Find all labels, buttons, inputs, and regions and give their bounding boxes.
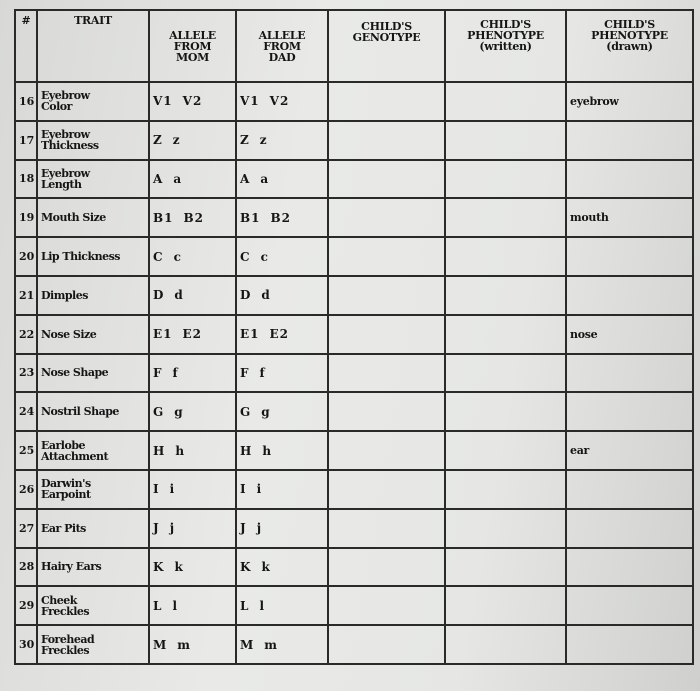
child-phenotype-written-cell[interactable] <box>445 354 566 393</box>
allele-mom-1: G <box>153 404 165 419</box>
allele-from-mom <box>149 431 236 470</box>
trait-name-line: Length <box>41 177 82 191</box>
allele-dad-1: J <box>240 521 247 536</box>
child-genotype-cell[interactable] <box>328 198 445 237</box>
trait-number <box>15 548 37 587</box>
trait-number <box>15 470 37 509</box>
allele-from-dad <box>236 392 328 431</box>
trait-name-line: Darwin's <box>41 477 91 491</box>
allele-mom-1: F <box>153 365 163 380</box>
trait-name <box>37 276 149 315</box>
trait-name <box>37 586 149 625</box>
allele-dad-2: g <box>261 404 271 419</box>
table-row <box>15 470 693 509</box>
table-row <box>15 276 693 315</box>
child-phenotype-drawn-cell[interactable] <box>566 548 693 587</box>
header-child-genotype: CHILD'S GENOTYPE <box>328 10 445 82</box>
child-phenotype-written-cell[interactable] <box>445 121 566 160</box>
allele-dad-2: E2 <box>269 327 289 342</box>
allele-dad-2: f <box>259 365 266 380</box>
allele-dad-1: C <box>240 249 251 264</box>
trait-number-text: 21 <box>19 288 35 302</box>
allele-mom-1: K <box>153 559 165 574</box>
trait-name <box>37 392 149 431</box>
child-genotype-cell[interactable] <box>328 392 445 431</box>
allele-from-dad <box>236 354 328 393</box>
trait-number <box>15 315 37 354</box>
allele-from-mom <box>149 198 236 237</box>
allele-mom-1: I <box>153 482 160 497</box>
table-row <box>15 586 693 625</box>
child-phenotype-written-cell[interactable] <box>445 470 566 509</box>
allele-from-mom <box>149 237 236 276</box>
allele-mom-2: f <box>172 365 179 380</box>
table-row <box>15 82 693 121</box>
allele-mom-2: i <box>169 482 176 497</box>
allele-mom-2: k <box>174 559 184 574</box>
table-row <box>15 121 693 160</box>
table-row <box>15 315 693 354</box>
child-phenotype-written-cell[interactable] <box>445 160 566 199</box>
child-phenotype-drawn-cell[interactable] <box>566 354 693 393</box>
trait-name-line: Cheek <box>41 593 77 607</box>
trait-number-text: 18 <box>19 172 35 186</box>
allele-dad-1: B1 <box>240 210 261 225</box>
child-phenotype-written-cell[interactable] <box>445 392 566 431</box>
allele-from-dad <box>236 509 328 548</box>
child-genotype-cell[interactable] <box>328 121 445 160</box>
child-phenotype-drawn-cell[interactable] <box>566 198 693 237</box>
table-row <box>15 509 693 548</box>
trait-name <box>37 160 149 199</box>
allele-from-mom <box>149 509 236 548</box>
allele-from-dad <box>236 586 328 625</box>
trait-number <box>15 198 37 237</box>
allele-from-dad <box>236 315 328 354</box>
allele-from-mom <box>149 470 236 509</box>
trait-name-line: Nose Shape <box>41 366 109 380</box>
trait-name-line: Earlobe <box>41 438 86 452</box>
trait-name-line: Eyebrow <box>41 166 90 180</box>
trait-name <box>37 548 149 587</box>
allele-from-dad <box>236 431 328 470</box>
allele-from-mom <box>149 548 236 587</box>
child-phenotype-drawn-cell[interactable] <box>566 470 693 509</box>
allele-mom-1: H <box>153 443 166 458</box>
allele-dad-2: V2 <box>269 94 290 109</box>
allele-mom-1: Z <box>153 133 163 148</box>
allele-dad-1: Z <box>240 133 250 148</box>
child-phenotype-written-cell[interactable] <box>445 276 566 315</box>
allele-dad-2: i <box>256 482 263 497</box>
allele-mom-2: c <box>173 249 182 264</box>
child-genotype-cell[interactable] <box>328 470 445 509</box>
child-phenotype-drawn-cell[interactable] <box>566 276 693 315</box>
trait-number <box>15 354 37 393</box>
trait-number-text: 26 <box>19 482 35 496</box>
trait-name-line: Attachment <box>41 449 109 463</box>
child-phenotype-written-cell[interactable] <box>445 548 566 587</box>
allele-from-dad <box>236 276 328 315</box>
trait-name-line: Nostril Shape <box>41 405 119 419</box>
trait-number-text: 20 <box>19 250 35 264</box>
child-genotype-cell[interactable] <box>328 82 445 121</box>
allele-dad-2: c <box>260 249 269 264</box>
allele-from-mom <box>149 315 236 354</box>
allele-from-mom <box>149 586 236 625</box>
trait-number-text: 19 <box>19 211 35 225</box>
table-row <box>15 160 693 199</box>
allele-mom-2: z <box>172 133 181 148</box>
trait-name <box>37 121 149 160</box>
allele-dad-2: a <box>260 171 270 186</box>
allele-from-dad <box>236 237 328 276</box>
trait-name <box>37 354 149 393</box>
header-child-phenotype-drawn: CHILD'S PHENOTYPE (drawn) <box>566 10 693 82</box>
trait-name <box>37 315 149 354</box>
allele-from-dad <box>236 82 328 121</box>
trait-name-line: Lip Thickness <box>41 250 120 264</box>
header-allele-dad: ALLELE FROM DAD <box>236 10 328 82</box>
trait-number-text: 23 <box>19 366 35 380</box>
allele-dad-2: m <box>264 637 278 652</box>
child-phenotype-drawn-cell[interactable] <box>566 509 693 548</box>
allele-from-dad <box>236 470 328 509</box>
child-phenotype-written-cell[interactable] <box>445 198 566 237</box>
trait-name-line: Freckles <box>41 604 90 618</box>
child-phenotype-drawn-cell[interactable] <box>566 121 693 160</box>
allele-mom-2: j <box>169 521 176 536</box>
trait-number <box>15 82 37 121</box>
trait-name-line: Earpoint <box>41 488 91 502</box>
trait-name <box>37 82 149 121</box>
allele-dad-1: G <box>240 404 252 419</box>
child-genotype-cell[interactable] <box>328 509 445 548</box>
trait-number <box>15 276 37 315</box>
header-row <box>15 10 693 82</box>
allele-dad-1: E1 <box>240 327 260 342</box>
child-phenotype-drawn-cell[interactable] <box>566 82 693 121</box>
table-row <box>15 548 693 587</box>
trait-name-line: Nose Size <box>41 327 97 341</box>
child-genotype-cell[interactable] <box>328 237 445 276</box>
trait-number <box>15 121 37 160</box>
allele-dad-1: H <box>240 443 253 458</box>
allele-mom-2: E2 <box>182 327 202 342</box>
trait-number <box>15 509 37 548</box>
trait-number-text: 28 <box>19 560 35 574</box>
header-num: # <box>15 10 37 82</box>
trait-name-line: Mouth Size <box>41 211 106 225</box>
header-child-phenotype-written: CHILD'S PHENOTYPE (written) <box>445 10 566 82</box>
allele-mom-1: E1 <box>153 327 173 342</box>
allele-mom-1: D <box>153 288 165 303</box>
allele-from-mom <box>149 121 236 160</box>
trait-number-text: 24 <box>19 405 35 419</box>
allele-dad-1: K <box>240 559 252 574</box>
trait-name <box>37 509 149 548</box>
child-genotype-cell[interactable] <box>328 431 445 470</box>
trait-name-line: Color <box>41 100 72 114</box>
child-phenotype-drawn-cell[interactable] <box>566 315 693 354</box>
trait-name <box>37 198 149 237</box>
child-phenotype-written-cell[interactable] <box>445 237 566 276</box>
trait-name-line: Eyebrow <box>41 128 90 142</box>
allele-mom-1: A <box>153 171 164 186</box>
child-phenotype-written-cell[interactable] <box>445 315 566 354</box>
allele-dad-2: d <box>261 288 271 303</box>
trait-name-line: Ear Pits <box>41 521 86 535</box>
trait-name-line: Hairy Ears <box>41 560 102 574</box>
allele-dad-2: h <box>262 443 273 458</box>
header-allele-mom: ALLELE FROM MOM <box>149 10 236 82</box>
child-genotype-cell[interactable] <box>328 276 445 315</box>
allele-mom-2: d <box>174 288 184 303</box>
child-genotype-cell[interactable] <box>328 586 445 625</box>
allele-mom-2: h <box>175 443 186 458</box>
trait-number <box>15 237 37 276</box>
allele-dad-1: V1 <box>240 94 260 109</box>
allele-mom-2: l <box>172 598 178 613</box>
allele-dad-2: B2 <box>270 210 291 225</box>
child-genotype-cell[interactable] <box>328 354 445 393</box>
trait-name <box>37 625 149 664</box>
trait-number-text: 25 <box>19 444 35 458</box>
allele-from-dad <box>236 548 328 587</box>
trait-name-line: Forehead <box>41 632 95 646</box>
trait-number <box>15 160 37 199</box>
table-row <box>15 354 693 393</box>
child-phenotype-written-cell[interactable] <box>445 586 566 625</box>
allele-mom-1: B1 <box>153 210 174 225</box>
allele-dad-2: l <box>259 598 265 613</box>
allele-mom-1: C <box>153 249 164 264</box>
allele-dad-1: A <box>240 171 251 186</box>
trait-name-line: Eyebrow <box>41 89 90 103</box>
trait-name <box>37 237 149 276</box>
trait-name <box>37 470 149 509</box>
allele-from-mom <box>149 392 236 431</box>
trait-number-text: 30 <box>19 638 35 652</box>
trait-number-text: 17 <box>19 133 35 147</box>
allele-from-mom <box>149 82 236 121</box>
allele-dad-1: D <box>240 288 252 303</box>
child-phenotype-written-cell[interactable] <box>445 431 566 470</box>
allele-mom-2: m <box>177 637 191 652</box>
child-genotype-cell[interactable] <box>328 548 445 587</box>
child-phenotype-written-cell[interactable] <box>445 82 566 121</box>
trait-number <box>15 586 37 625</box>
drawn-hint: nose <box>570 327 598 341</box>
child-genotype-cell[interactable] <box>328 160 445 199</box>
drawn-hint: eyebrow <box>570 94 619 108</box>
child-phenotype-written-cell[interactable] <box>445 625 566 664</box>
table-row <box>15 237 693 276</box>
trait-name-line: Dimples <box>41 288 88 302</box>
allele-from-dad <box>236 625 328 664</box>
trait-name <box>37 431 149 470</box>
allele-from-mom <box>149 160 236 199</box>
allele-from-dad <box>236 198 328 237</box>
allele-dad-1: L <box>240 598 250 613</box>
header-trait: TRAIT <box>37 10 149 82</box>
allele-mom-2: g <box>174 404 184 419</box>
allele-mom-2: V2 <box>182 94 203 109</box>
allele-dad-1: M <box>240 637 255 652</box>
allele-from-mom <box>149 625 236 664</box>
allele-mom-1: J <box>153 521 160 536</box>
child-phenotype-drawn-cell[interactable] <box>566 160 693 199</box>
trait-number <box>15 625 37 664</box>
table-row <box>15 625 693 664</box>
allele-mom-1: V1 <box>153 94 173 109</box>
trait-name-line: Freckles <box>41 643 90 657</box>
child-phenotype-drawn-cell[interactable] <box>566 392 693 431</box>
drawn-hint: mouth <box>570 211 609 225</box>
allele-mom-1: M <box>153 637 168 652</box>
child-genotype-cell[interactable] <box>328 625 445 664</box>
allele-from-mom <box>149 276 236 315</box>
allele-mom-1: L <box>153 598 163 613</box>
allele-dad-2: k <box>261 559 271 574</box>
allele-dad-1: F <box>240 365 250 380</box>
trait-number-text: 27 <box>19 521 35 535</box>
child-phenotype-drawn-cell[interactable] <box>566 431 693 470</box>
trait-number-text: 22 <box>19 327 35 341</box>
allele-from-mom <box>149 354 236 393</box>
allele-mom-2: B2 <box>183 210 204 225</box>
child-phenotype-drawn-cell[interactable] <box>566 625 693 664</box>
allele-from-dad <box>236 160 328 199</box>
trait-number <box>15 392 37 431</box>
allele-mom-2: a <box>173 171 183 186</box>
trait-number-text: 29 <box>19 599 35 613</box>
child-phenotype-written-cell[interactable] <box>445 509 566 548</box>
child-phenotype-drawn-cell[interactable] <box>566 586 693 625</box>
allele-dad-2: j <box>256 521 263 536</box>
allele-dad-1: I <box>240 482 247 497</box>
child-phenotype-drawn-cell[interactable] <box>566 237 693 276</box>
allele-from-dad <box>236 121 328 160</box>
table-row <box>15 431 693 470</box>
trait-number <box>15 431 37 470</box>
trait-number-text: 16 <box>19 94 35 108</box>
trait-table <box>14 9 694 665</box>
table-row <box>15 198 693 237</box>
allele-dad-2: z <box>259 133 268 148</box>
table-row <box>15 392 693 431</box>
drawn-hint: ear <box>570 444 590 458</box>
trait-name-line: Thickness <box>41 139 99 153</box>
child-genotype-cell[interactable] <box>328 315 445 354</box>
